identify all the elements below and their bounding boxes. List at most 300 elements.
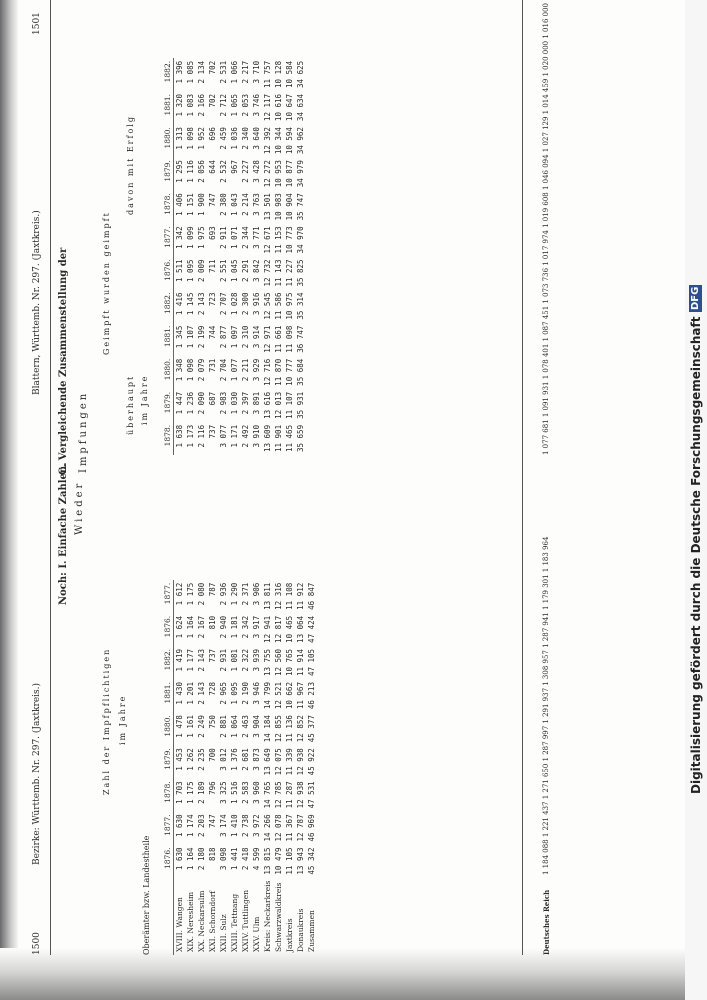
left-value-cell: 12 560 [274, 648, 283, 677]
dfg-watermark-text: Digitalisierung gefördert durch die Deutsche Forschungsgemeinschaft [689, 316, 703, 794]
left-value-cell: 2 931 [219, 648, 228, 672]
left-value-cell: 11 136 [285, 715, 294, 743]
right-value-cell: 10 777 [285, 358, 294, 386]
left-value-cell: 2 940 [219, 615, 228, 639]
right-year-header: 1882. [162, 290, 174, 323]
right-value-cell: 3 891 [252, 391, 261, 415]
left-value-cell: 47 531 [307, 781, 316, 809]
right-data-table [162, 58, 306, 455]
left-value-cell: 11 339 [285, 748, 294, 776]
right-value-cell: 35 659 [296, 424, 305, 452]
right-value-cell: 2 214 [241, 193, 250, 216]
right-value-cell: 2 344 [241, 226, 250, 249]
right-value-cell: 3 746 [252, 93, 261, 117]
right-value-cell: 2 053 [241, 93, 250, 117]
left-footer-values: 1 184 088 1 221 437 1 271 650 1 287 997 1 291 937 1 308 957 1 287 941 1 179 301 1 183 964 [542, 536, 550, 875]
right-value-cell: 36 747 [296, 325, 305, 353]
right-value-cell: 744 [208, 325, 217, 340]
left-value-cell: 12 938 [296, 748, 305, 776]
left-year-header: 1880. [162, 712, 174, 745]
left-value-cell: 1 175 [186, 781, 195, 804]
left-value-cell: 2 190 [241, 682, 250, 705]
left-value-cell: 11 367 [285, 814, 294, 842]
right-value-cell: 2 551 [219, 259, 228, 283]
left-running-head: Bezirke: Württemb. Nr. 297. (Jaxtkreis.) [32, 682, 42, 865]
right-value-cell: 12 013 [274, 391, 283, 419]
left-year-header: 1879. [162, 745, 174, 778]
left-value-cell: 747 [208, 814, 217, 828]
dfg-watermark [689, 14, 705, 794]
left-value-cell: 1 419 [175, 648, 184, 672]
left-value-cell: 1 630 [175, 814, 184, 837]
right-value-cell: 10 594 [285, 127, 294, 155]
right-value-cell: 3 763 [252, 193, 261, 216]
left-value-cell: 1 177 [186, 648, 195, 672]
left-value-cell: 10 465 [285, 615, 294, 643]
right-value-cell: 12 971 [263, 325, 272, 353]
left-table-row [229, 580, 240, 955]
left-value-cell: 1 430 [175, 682, 184, 705]
right-year-header: 1878. [162, 190, 174, 223]
left-value-cell: 2 322 [241, 648, 250, 672]
left-value-cell: 12 787 [296, 814, 305, 842]
left-value-cell: 13 815 [263, 847, 272, 875]
left-value-cell: 700 [208, 748, 217, 762]
right-value-cell: 967 [230, 160, 239, 174]
right-table-row [229, 58, 240, 455]
right-year-header: 1880. [162, 124, 174, 157]
left-value-cell: 1 703 [175, 781, 184, 804]
left-year-header: 1877. [162, 580, 174, 613]
left-table-row [185, 580, 196, 955]
right-value-cell: 687 [208, 391, 217, 406]
right-value-cell: 1 447 [175, 391, 184, 415]
right-year-header: 1879. [162, 389, 174, 422]
right-value-cell: 2 166 [197, 93, 206, 117]
right-footer-values: 1 077 681 1 091 931 1 078 401 1 087 451 1 073 736 1 017 974 1 019 608 1 046 094 1 027 129 1 014 459 1 020 000 1 016 000 [542, 3, 550, 455]
left-section-label: Wieder [74, 480, 85, 535]
right-value-cell: 2 227 [241, 160, 250, 183]
left-value-cell: 11 287 [285, 781, 294, 809]
district-label: XXIII. Tettnang [230, 893, 239, 952]
left-value-cell: 12 078 [274, 814, 283, 842]
left-table-row [207, 580, 218, 955]
left-value-cell: 2 936 [219, 582, 228, 606]
left-data-table [162, 580, 317, 955]
left-value-cell: 45 377 [307, 715, 316, 743]
district-label: XXIV. Tuttlingen [241, 889, 250, 952]
right-table-row [196, 58, 207, 455]
right-page-number: 1501 [32, 12, 42, 35]
right-value-cell: 3 710 [252, 60, 261, 84]
left-value-cell: 1 095 [230, 682, 239, 705]
right-value-cell: 12 716 [263, 358, 272, 386]
right-value-cell: 747 [208, 193, 217, 207]
left-value-cell: 12 521 [274, 682, 283, 710]
right-table-title: C. Vergleichende Zusammenstellung der [58, 247, 69, 475]
right-value-cell: 1 043 [230, 193, 239, 216]
right-table-row [251, 58, 262, 455]
right-value-cell: 2 532 [219, 160, 228, 183]
left-value-cell: 728 [208, 682, 217, 696]
district-label: XXI. Schorndorf [208, 890, 217, 952]
left-value-cell: 1 164 [186, 615, 195, 639]
right-value-cell: 3 916 [252, 292, 261, 316]
right-value-cell: 13 616 [263, 391, 272, 419]
right-value-cell: 10 953 [274, 160, 283, 188]
right-sub-header-overall: überhaupt [126, 374, 135, 435]
right-value-cell: 1 145 [186, 292, 195, 316]
left-value-cell: 1 290 [230, 582, 239, 606]
right-value-cell: 711 [208, 259, 217, 273]
right-value-cell: 3 640 [252, 127, 261, 150]
left-value-cell: 1 441 [230, 847, 239, 871]
left-year-header: 1876. [162, 845, 174, 878]
right-table-row [218, 58, 229, 455]
left-value-cell: 810 [208, 615, 217, 630]
district-column-header: Oberämter bzw. Landestheile [142, 835, 151, 955]
right-table-row [295, 58, 306, 455]
right-value-cell: 11 153 [274, 226, 283, 254]
right-value-cell: 1 028 [230, 292, 239, 316]
left-year-header: 1881. [162, 679, 174, 712]
left-value-cell: 11 108 [285, 582, 294, 610]
left-table-row [273, 580, 284, 955]
left-table-row [251, 580, 262, 955]
right-value-cell: 702 [208, 93, 217, 108]
left-value-cell: 13 943 [296, 847, 305, 875]
district-label: Jaxtkreis [285, 918, 294, 952]
right-value-cell: 1 098 [186, 127, 195, 150]
right-table-row [207, 58, 218, 455]
right-value-cell: 1 097 [230, 325, 239, 349]
left-value-cell: 11 912 [296, 582, 305, 610]
right-year-header: 1876. [162, 256, 174, 289]
right-value-cell: 1 045 [230, 259, 239, 283]
left-value-cell: 3 904 [252, 715, 261, 738]
left-value-cell: 1 175 [186, 582, 195, 606]
right-value-cell: 2 492 [241, 424, 250, 448]
left-value-cell: 1 201 [186, 682, 195, 705]
right-value-cell: 11 107 [285, 391, 294, 419]
right-year-header: 1882. [162, 58, 174, 91]
left-value-cell: 12 785 [274, 781, 283, 809]
right-value-cell: 35 684 [296, 358, 305, 386]
left-value-cell: 2 342 [241, 615, 250, 639]
right-value-cell: 1 071 [230, 226, 239, 249]
left-value-cell: 2 167 [197, 615, 206, 639]
left-value-cell: 818 [208, 847, 217, 862]
right-value-cell: 34 634 [296, 93, 305, 122]
right-value-cell: 1 030 [230, 391, 239, 415]
left-value-cell: 3 939 [252, 648, 261, 672]
left-value-cell: 45 342 [307, 847, 316, 875]
left-value-cell: 2 371 [241, 582, 250, 606]
left-value-cell: 12 075 [274, 748, 283, 776]
left-table-row [295, 580, 306, 955]
right-value-cell: 2 340 [241, 127, 250, 150]
right-value-cell: 2 712 [219, 93, 228, 117]
right-value-cell: 2 310 [241, 325, 250, 349]
page-bottom-shadow [0, 948, 707, 1000]
right-value-cell: 2 291 [241, 259, 250, 283]
right-value-cell: 35 825 [296, 259, 305, 287]
right-value-cell: 696 [208, 127, 217, 141]
left-value-cell: 2 235 [197, 748, 206, 771]
right-value-cell: 1 107 [186, 325, 195, 349]
right-value-cell: 1 348 [175, 358, 184, 382]
left-value-cell: 3 960 [252, 781, 261, 804]
right-value-cell: 3 910 [252, 424, 261, 448]
right-value-cell: 12 392 [263, 127, 272, 155]
left-value-cell: 1 081 [230, 648, 239, 672]
right-value-cell: 2 217 [241, 60, 250, 84]
right-value-cell: 1 085 [186, 60, 195, 84]
right-value-cell: 1 295 [175, 160, 184, 183]
left-value-cell: 2 463 [241, 715, 250, 738]
left-value-cell: 2 143 [197, 682, 206, 705]
right-value-cell: 1 099 [186, 226, 195, 249]
left-value-cell: 1 174 [186, 814, 195, 837]
right-value-cell: 12 671 [263, 226, 272, 254]
left-value-cell: 14 266 [263, 814, 272, 842]
right-value-cell: 2 704 [219, 358, 228, 382]
right-value-cell: 2 009 [197, 259, 206, 283]
right-value-cell: 1 345 [175, 325, 184, 349]
left-value-cell: 11 914 [296, 648, 305, 677]
left-value-cell: 2 180 [197, 847, 206, 871]
left-value-cell: 3 972 [252, 814, 261, 837]
right-value-cell: 3 077 [219, 424, 228, 448]
right-value-cell: 2 211 [241, 358, 250, 382]
right-table-row [185, 58, 196, 455]
right-value-cell: 12 272 [263, 160, 272, 188]
rotated-table-spread [22, 0, 662, 955]
right-year-header: 1881. [162, 323, 174, 356]
right-year-header: 1880. [162, 356, 174, 389]
right-value-cell: 3 428 [252, 160, 261, 183]
right-value-cell: 10 344 [274, 127, 283, 155]
district-label: XXV. Ulm [252, 916, 261, 952]
left-value-cell: 750 [208, 715, 217, 729]
right-value-cell: 693 [208, 226, 217, 240]
left-value-cell: 3 012 [219, 748, 228, 771]
right-value-cell: 1 077 [230, 358, 239, 382]
left-value-cell: 13 064 [296, 615, 305, 643]
left-table-row [174, 580, 186, 955]
district-label: Donaukreis [296, 908, 305, 952]
left-value-cell: 47 105 [307, 648, 316, 677]
footer-rule [522, 0, 523, 955]
right-value-cell: 35 314 [296, 292, 305, 320]
left-value-cell: 1 624 [175, 615, 184, 639]
left-value-cell: 47 424 [307, 615, 316, 643]
left-table-row [284, 580, 295, 955]
left-value-cell: 2 418 [241, 847, 250, 871]
left-value-cell: 2 583 [241, 781, 250, 804]
right-value-cell: 3 929 [252, 358, 261, 382]
right-value-cell: 1 151 [186, 193, 195, 216]
right-value-cell: 1 396 [175, 60, 184, 84]
left-value-cell: 46 969 [307, 814, 316, 842]
left-value-cell: 12 316 [274, 582, 283, 610]
right-value-cell: 34 970 [296, 226, 305, 254]
right-value-cell: 10 904 [285, 193, 294, 221]
right-value-cell: 1 313 [175, 127, 184, 150]
left-value-cell: 12 938 [296, 781, 305, 809]
right-value-cell: 12 545 [263, 292, 272, 320]
right-value-cell: 2 143 [197, 292, 206, 316]
right-value-cell: 10 616 [274, 93, 283, 122]
right-value-cell: 11 661 [274, 325, 283, 353]
district-label: XIX. Neresheim [186, 891, 195, 952]
right-value-cell: 10 877 [285, 160, 294, 188]
right-section-label: Impfungen [78, 390, 89, 473]
right-value-cell: 2 134 [197, 60, 206, 84]
left-value-cell: 2 143 [197, 648, 206, 672]
left-value-cell: 12 817 [274, 615, 283, 643]
left-value-cell: 12 852 [296, 715, 305, 743]
district-label: Kreis: Neckarkreis [263, 880, 272, 952]
left-value-cell: 3 917 [252, 615, 261, 639]
left-year-group: im Jahre [118, 694, 127, 745]
right-value-cell: 11 901 [274, 424, 283, 452]
right-table-row [240, 58, 251, 455]
right-year-group: im Jahre [140, 374, 149, 425]
right-value-cell: 10 584 [285, 60, 294, 88]
left-value-cell: 3 325 [219, 781, 228, 804]
left-value-cell: 737 [208, 648, 217, 663]
left-year-header: 1876. [162, 613, 174, 646]
right-value-cell: 1 406 [175, 193, 184, 216]
left-value-cell: 3 098 [219, 847, 228, 871]
right-value-cell: 2 090 [197, 391, 206, 415]
right-value-cell: 1 952 [197, 127, 206, 150]
right-value-cell: 1 036 [230, 127, 239, 150]
left-value-cell: 10 662 [285, 682, 294, 710]
left-value-cell: 12 941 [263, 615, 272, 643]
left-value-cell: 1 262 [186, 748, 195, 771]
right-value-cell: 1 511 [175, 259, 184, 283]
right-value-cell: 1 116 [186, 160, 195, 183]
left-value-cell: 14 765 [263, 781, 272, 809]
right-value-cell: 12 732 [263, 259, 272, 287]
right-value-cell: 2 983 [219, 391, 228, 415]
dfg-logo: DFG [690, 287, 701, 311]
right-value-cell: 2 707 [219, 292, 228, 316]
left-table-row [218, 580, 229, 955]
left-table-row [306, 580, 317, 955]
left-table-row [196, 580, 207, 955]
left-value-cell: 2 203 [197, 814, 206, 837]
left-value-cell: 3 906 [252, 582, 261, 606]
left-value-cell: 1 181 [230, 615, 239, 639]
left-value-cell: 10 765 [285, 648, 294, 677]
right-value-cell: 1 095 [186, 259, 195, 283]
right-value-cell: 11 098 [285, 325, 294, 353]
right-value-cell: 11 465 [285, 424, 294, 452]
left-value-cell: 1 612 [175, 582, 184, 606]
left-year-header: 1877. [162, 811, 174, 844]
right-value-cell: 12 117 [263, 93, 272, 122]
right-value-cell: 3 771 [252, 226, 261, 249]
right-table-row [174, 58, 186, 455]
left-value-cell: 1 516 [230, 781, 239, 804]
right-value-cell: 10 983 [274, 193, 283, 221]
left-value-cell: 1 064 [230, 715, 239, 738]
district-label: XX. Neckarsulm [197, 890, 206, 952]
left-value-cell: 10 479 [274, 847, 283, 875]
left-value-cell: 2 249 [197, 715, 206, 738]
page-binding-shadow [0, 0, 18, 1000]
left-value-cell: 2 738 [241, 814, 250, 837]
left-page-number: 1500 [32, 932, 42, 955]
right-value-cell: 2 056 [197, 160, 206, 183]
right-value-cell: 13 609 [263, 424, 272, 452]
right-year-header: 1879. [162, 157, 174, 190]
left-value-cell: 787 [208, 582, 217, 597]
left-table-row [240, 580, 251, 955]
head-rule [50, 0, 51, 955]
right-value-cell: 2 116 [197, 424, 206, 448]
right-value-cell: 2 199 [197, 325, 206, 349]
right-value-cell: 1 900 [197, 193, 206, 216]
right-value-cell: 3 842 [252, 259, 261, 283]
left-group-header: Zahl der Impfpflichtigen [102, 647, 111, 795]
left-value-cell: 11 105 [285, 847, 294, 875]
right-value-cell: 13 501 [263, 193, 272, 221]
left-value-cell: 1 161 [186, 715, 195, 738]
right-value-cell: 35 931 [296, 391, 305, 419]
left-value-cell: 14 184 [263, 715, 272, 743]
right-value-cell: 1 066 [230, 60, 239, 84]
right-value-cell: 1 065 [230, 93, 239, 117]
left-value-cell: 1 164 [186, 847, 195, 871]
left-value-cell: 11 967 [296, 682, 305, 710]
left-value-cell: 3 174 [219, 814, 228, 837]
right-value-cell: 1 098 [186, 358, 195, 382]
left-value-cell: 3 873 [252, 748, 261, 771]
right-value-cell: 2 300 [241, 292, 250, 316]
left-value-cell: 4 599 [252, 847, 261, 871]
right-value-cell: 2 531 [219, 60, 228, 84]
left-value-cell: 2 681 [241, 748, 250, 771]
right-value-cell: 1 173 [186, 424, 195, 448]
right-value-cell: 34 962 [296, 127, 305, 155]
right-value-cell: 11 143 [274, 259, 283, 287]
right-value-cell: 10 647 [285, 93, 294, 122]
left-value-cell: 2 189 [197, 781, 206, 804]
left-value-cell: 2 965 [219, 682, 228, 705]
right-value-cell: 2 877 [219, 325, 228, 349]
right-value-cell: 11 586 [274, 292, 283, 320]
right-value-cell: 34 979 [296, 160, 305, 188]
right-group-header: Geimpft wurden geimpft [102, 211, 111, 355]
left-value-cell: 1 376 [230, 748, 239, 771]
footer-label: Deutsches Reich [542, 889, 551, 955]
right-sub-header-success: davon mit Erfolg [126, 115, 135, 215]
right-value-cell: 702 [208, 60, 217, 75]
left-value-cell: 1 410 [230, 814, 239, 837]
left-header-label-cell [162, 878, 174, 955]
right-value-cell: 1 236 [186, 391, 195, 415]
left-value-cell: 2 080 [197, 582, 206, 606]
right-value-cell: 11 227 [285, 259, 294, 287]
left-value-cell: 13 811 [263, 582, 272, 610]
right-value-cell: 1 416 [175, 292, 184, 316]
left-value-cell: 14 799 [263, 682, 272, 710]
left-value-cell: 13 755 [263, 648, 272, 677]
